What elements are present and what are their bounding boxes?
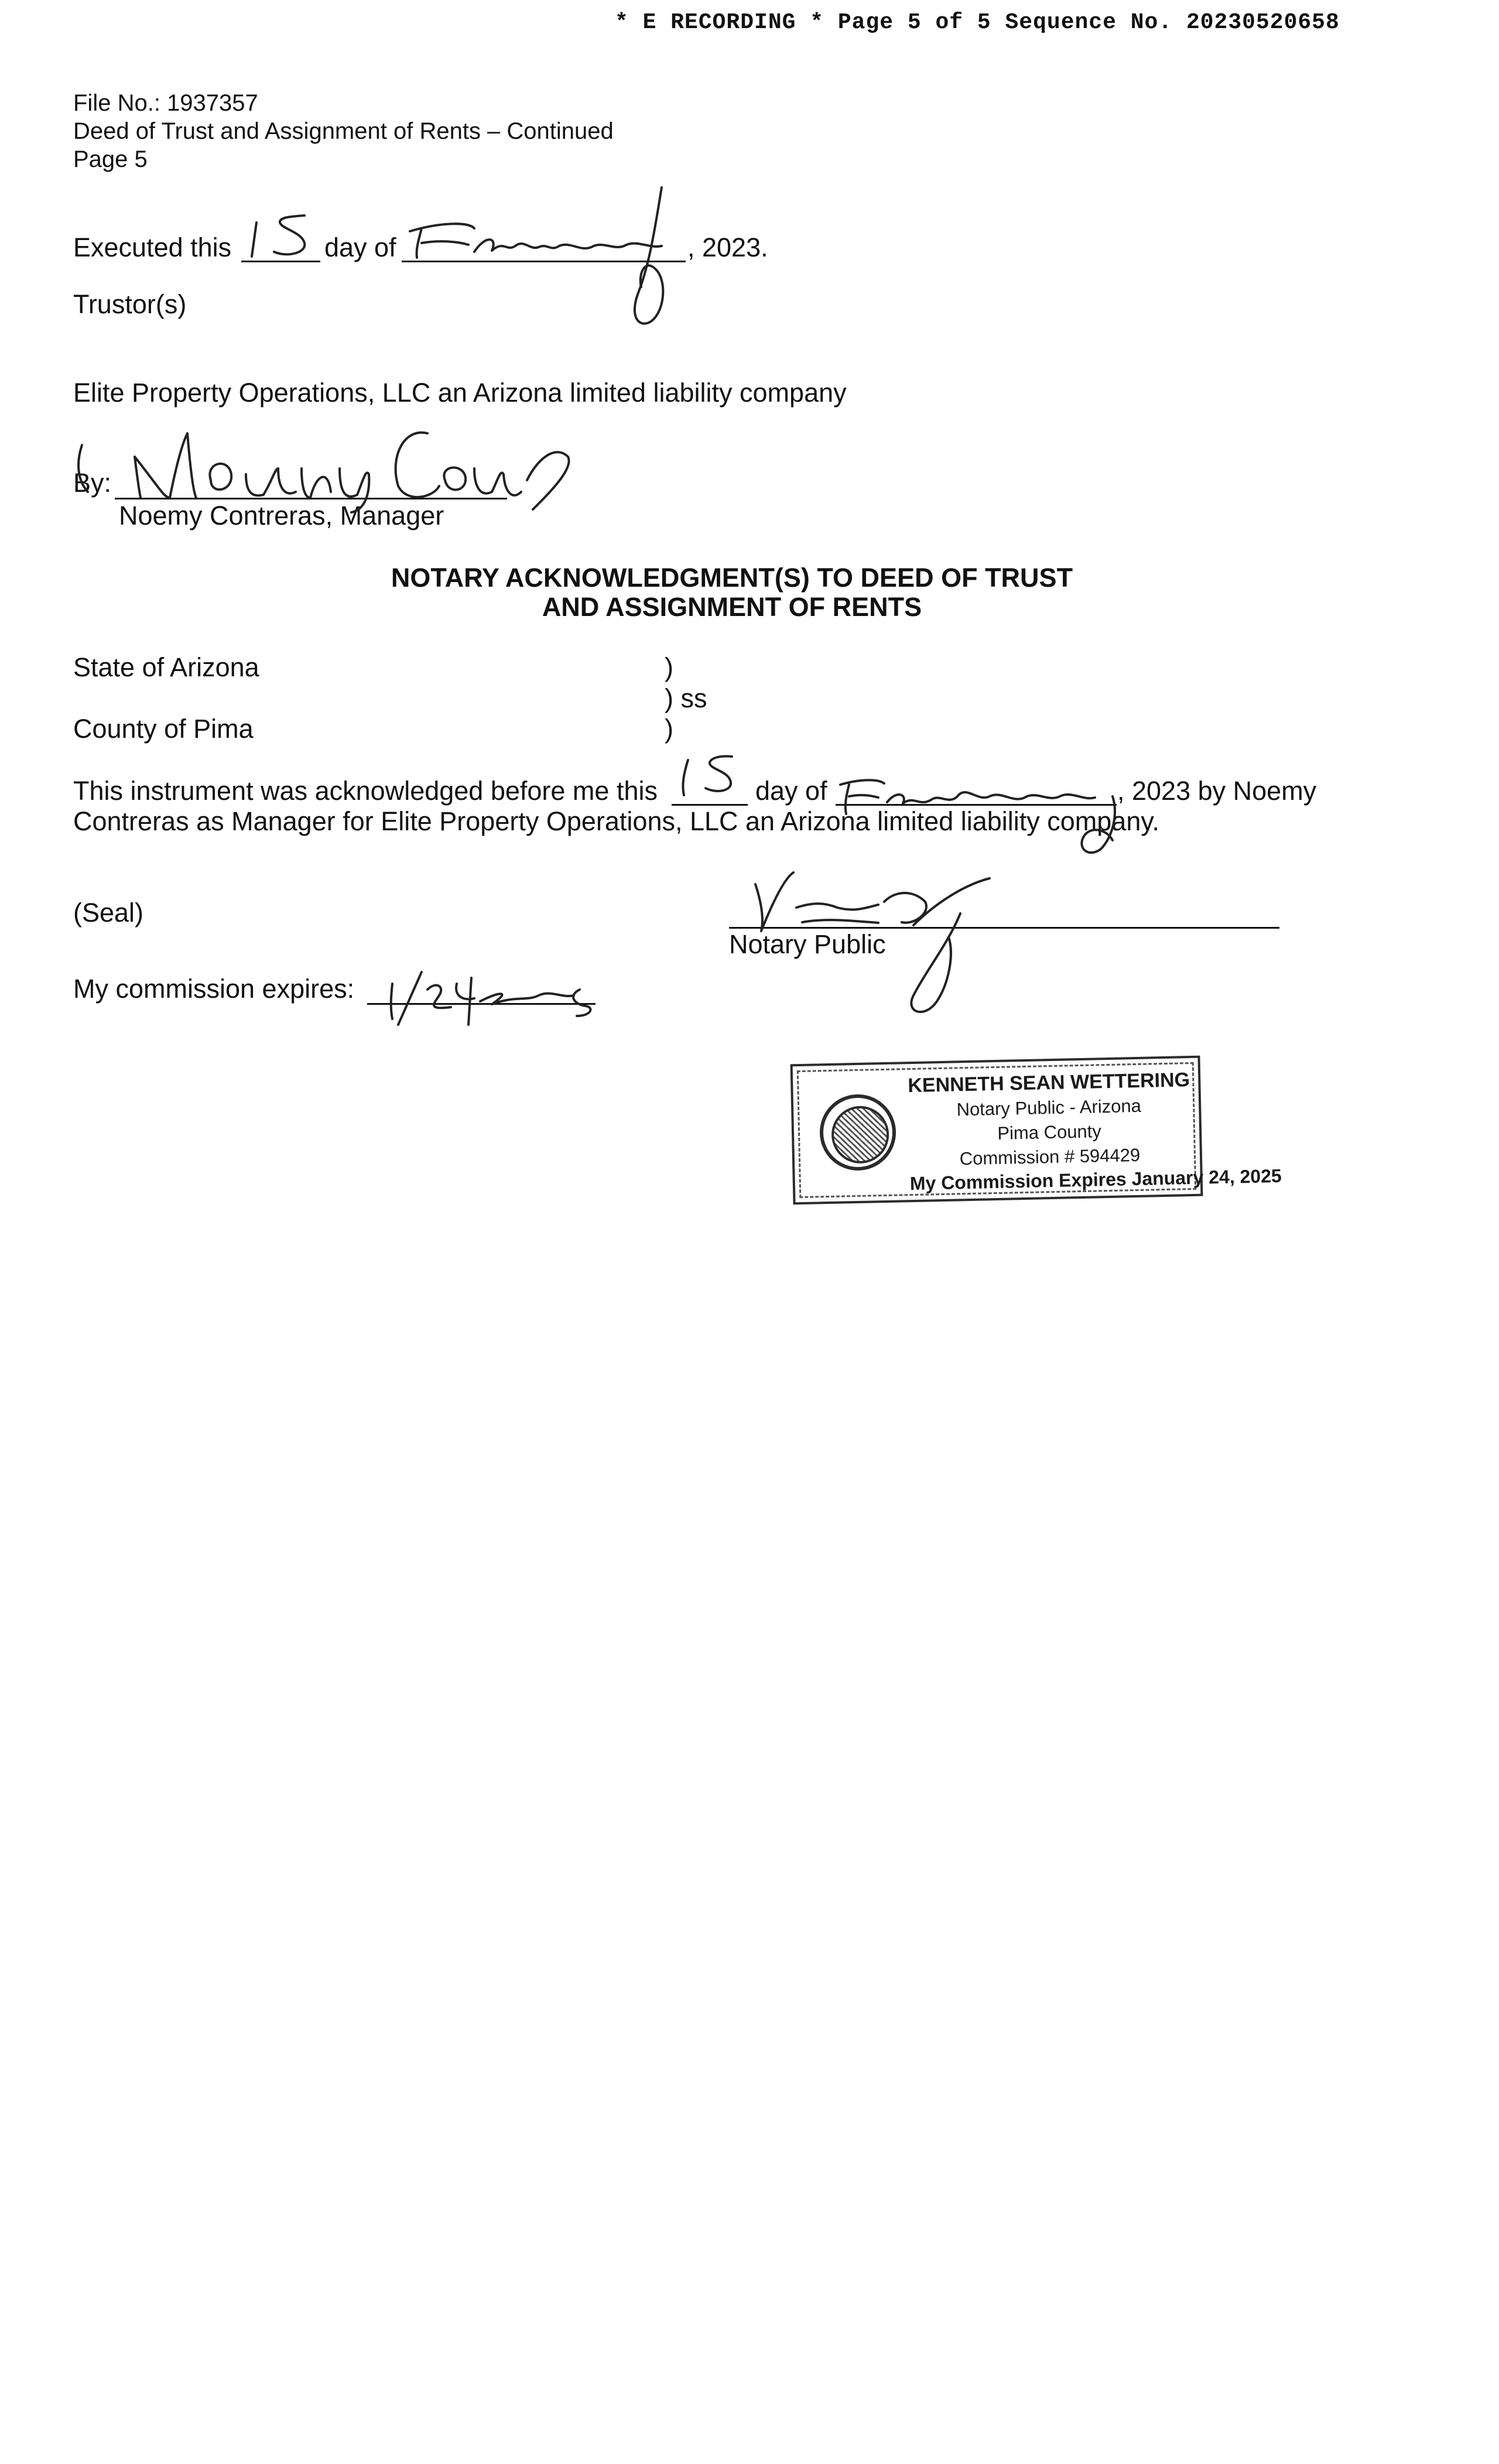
venue-paren-1: ) xyxy=(665,652,673,682)
stamp-notary-title: Notary Public - Arizona xyxy=(956,1095,1142,1120)
venue-state: State of Arizona xyxy=(73,652,259,682)
file-number: File No.: 1937357 xyxy=(73,90,258,116)
acknowledgment-line2: Contreras as Manager for Elite Property Operations, LLC an Arizona limited liability company. xyxy=(73,806,1160,836)
stamp-county: Pima County xyxy=(997,1121,1102,1144)
stamp-commission-number: Commission # 594429 xyxy=(959,1144,1141,1169)
executed-prefix: Executed this xyxy=(73,232,232,262)
acknowledgment-day-line xyxy=(672,804,748,806)
notary-public-label: Notary Public xyxy=(729,929,886,959)
notary-heading-line1: NOTARY ACKNOWLEDGMENT(S) TO DEED OF TRUST xyxy=(391,563,1073,593)
commission-expires-label: My commission expires: xyxy=(73,974,355,1004)
notary-heading-line2: AND ASSIGNMENT OF RENTS xyxy=(542,592,922,622)
ack-handwritten-day-15 xyxy=(673,750,750,802)
trustor-signature xyxy=(70,410,609,515)
commission-expires-handwritten xyxy=(375,960,609,1042)
notary-stamp xyxy=(790,1056,1282,1205)
seal-label: (Seal) xyxy=(73,898,144,928)
stamp-notary-name: KENNETH SEAN WETTERING xyxy=(907,1069,1190,1097)
page-label: Page 5 xyxy=(73,146,148,172)
notary-signature xyxy=(738,867,1054,1019)
document-title: Deed of Trust and Assignment of Rents – Continued xyxy=(73,118,614,144)
trustor-label: Trustor(s) xyxy=(73,289,187,319)
handwritten-day-15 xyxy=(246,211,322,263)
by-label: By: xyxy=(73,468,112,498)
acknowledgment-suffix: , 2023 by Noemy xyxy=(1117,776,1317,806)
ack-handwritten-month-february xyxy=(837,761,1142,861)
trustor-signer-name: Noemy Contreras, Manager xyxy=(119,501,444,531)
recording-header: * E RECORDING * Page 5 of 5 Sequence No. 20230520658 xyxy=(615,10,1340,35)
acknowledgment-day-of: day of xyxy=(755,776,827,806)
venue-paren-3: ) xyxy=(665,714,673,744)
executed-year: , 2023. xyxy=(687,232,768,262)
venue-county: County of Pima xyxy=(73,714,254,744)
acknowledgment-prefix: This instrument was acknowledged before me this xyxy=(73,776,658,806)
stamp-commission-expiry: My Commission Expires January 24, 2025 xyxy=(909,1165,1282,1195)
executed-day-of: day of xyxy=(324,232,396,262)
venue-paren-ss: ) ss xyxy=(665,683,707,713)
trustor-company: Elite Property Operations, LLC an Arizona limited liability company xyxy=(73,378,847,408)
handwritten-month-february xyxy=(404,176,697,334)
